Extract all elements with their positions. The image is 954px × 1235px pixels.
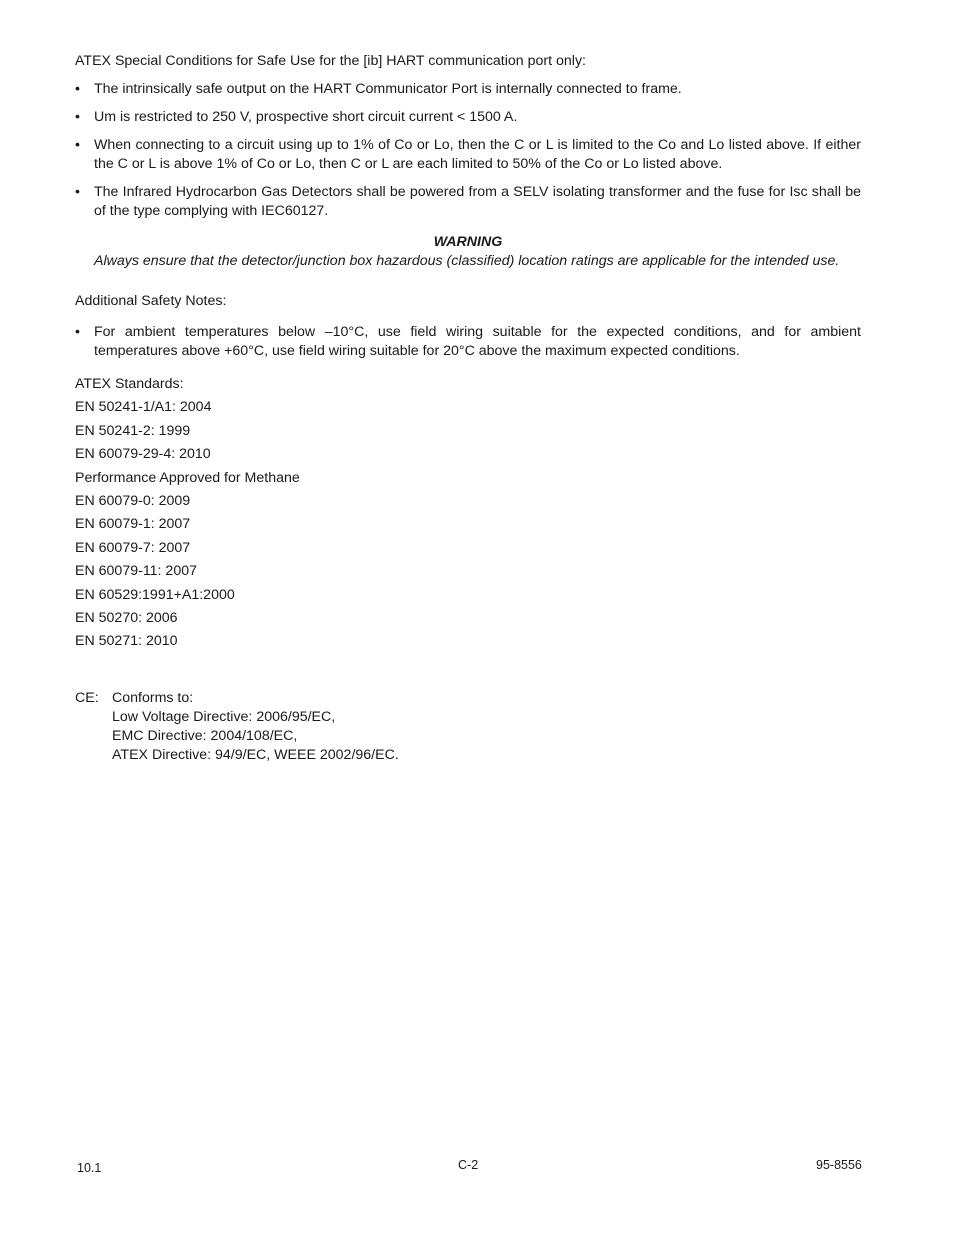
page-number: C-2: [458, 1158, 479, 1172]
revision-number: 10.1: [77, 1161, 102, 1175]
atex-special-conditions-heading: ATEX Special Conditions for Safe Use for the [ib] HART communication port only:: [75, 53, 586, 69]
standard-item: EN 60529:1991+A1:2000: [75, 586, 235, 603]
standard-item: EN 60079-7: 2007: [75, 539, 191, 556]
document-number: 95-8556: [816, 1158, 862, 1172]
standard-item: EN 60079-0: 2009: [75, 493, 191, 510]
standard-item: EN 50241-2: 1999: [75, 422, 191, 439]
additional-safety-notes: [75, 292, 861, 361]
atex-standards: [75, 373, 861, 654]
standard-item: EN 50270: 2006: [75, 610, 178, 627]
ce-line: Conforms to:: [112, 689, 194, 706]
bullet-icon: •: [75, 109, 80, 125]
warning-block: [94, 233, 842, 270]
bullet-icon: •: [75, 184, 80, 200]
ce-line: Low Voltage Directive: 2006/95/EC,: [112, 708, 336, 725]
list-item: • The intrinsically safe output on the HART Communicator Port is internally connected to frame.: [75, 81, 682, 97]
document-body: [75, 52, 861, 765]
ce-conformity: [75, 689, 861, 765]
standard-item: EN 60079-1: 2007: [75, 516, 191, 533]
list-item: • The Infrared Hydrocarbon Gas Detectors shall be powered from a SELV isolating transformer and the fuse for Isc shall be of the type complying with IEC60127.: [75, 184, 861, 219]
bullet-icon: •: [75, 324, 80, 340]
list-item: • When connecting to a circuit using up to 1% of Co or Lo, then the C or L is limited to the Co and Lo listed above. If either the C or L is above 1% of Co or Lo, then C or L are each limited to 50% of the Co or Lo listed above.: [75, 137, 861, 172]
list-item: • Um is restricted to 250 V, prospective short circuit current < 1500 A.: [75, 109, 518, 125]
bullet-icon: •: [75, 137, 80, 153]
list-item: • For ambient temperatures below –10°C, use field wiring suitable for the expected conditions, and for ambient temperatures above +60°C, use field wiring suitable for 20°C above the maximum expected conditions.: [75, 324, 861, 359]
warning-body: Always ensure that the detector/junction box hazardous (classified) location ratings are applicable for the intended use.: [94, 253, 840, 269]
standard-item: EN 50271: 2010: [75, 633, 178, 650]
additional-safety-heading: Additional Safety Notes:: [75, 293, 227, 309]
ce-line: ATEX Directive: 94/9/EC, WEEE 2002/96/EC.: [112, 746, 399, 763]
standard-item: EN 60079-11: 2007: [75, 563, 197, 580]
bullet-icon: •: [75, 81, 80, 97]
special-conditions-list: [75, 80, 861, 221]
ce-directives: [112, 689, 399, 765]
standard-item: EN 60079-29-4: 2010: [75, 446, 211, 463]
additional-safety-list: [75, 323, 861, 361]
standard-item: EN 50241-1/A1: 2004: [75, 399, 212, 416]
warning-title: WARNING: [433, 234, 503, 250]
atex-standards-heading: ATEX Standards:: [75, 376, 184, 392]
ce-line: EMC Directive: 2004/108/EC,: [112, 727, 298, 744]
standard-item: Performance Approved for Methane: [75, 469, 300, 486]
ce-label: CE:: [75, 689, 99, 706]
